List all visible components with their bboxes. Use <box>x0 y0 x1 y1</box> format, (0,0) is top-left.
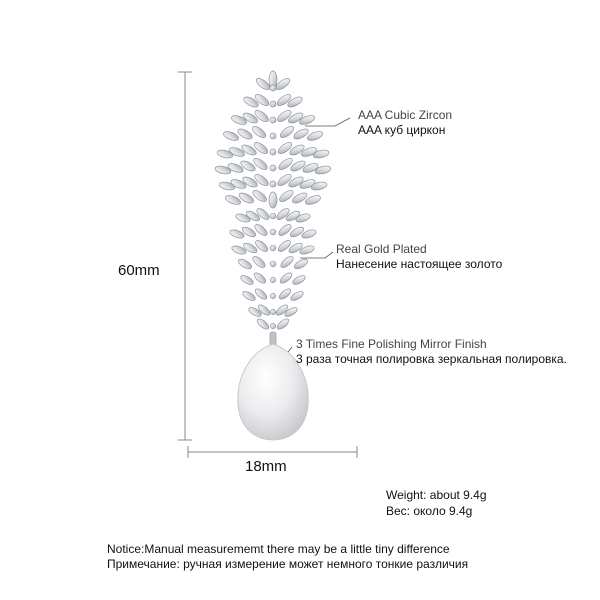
notice-ru: Примечание: ручная измерение может немного тонкие различия <box>107 557 469 571</box>
zircon-stone <box>250 124 267 139</box>
notice-en: Notice:Manual measurememt there may be a little tiny difference <box>107 542 450 556</box>
earring-body <box>214 71 331 331</box>
round-zircon-stone <box>270 101 276 107</box>
round-zircon-stone <box>270 117 276 123</box>
weight-en: Weight: about 9.4g <box>386 488 487 502</box>
round-zircon-stone <box>270 85 276 91</box>
height-label: 60mm <box>118 262 160 279</box>
callout-polish-ru: 3 раза точная полировка зеркальная полировка. <box>296 352 567 366</box>
zircon-stone <box>292 127 309 141</box>
zircon-stone <box>256 317 271 331</box>
callout-zircon-en: AAA Cubic Zircon <box>358 108 453 122</box>
round-zircon-stone <box>270 165 276 171</box>
zircon-stone <box>279 271 294 285</box>
zircon-stone <box>278 287 293 301</box>
zircon-stone <box>253 271 268 285</box>
zircon-stone <box>241 290 256 303</box>
round-zircon-stone <box>270 277 275 282</box>
height-dimension-line <box>178 72 192 440</box>
round-zircon-stone <box>270 309 275 314</box>
round-zircon-stone <box>270 213 276 219</box>
zircon-stone <box>279 255 295 270</box>
zircon-stone <box>289 290 304 303</box>
zircon-stone <box>306 130 324 142</box>
callout-gold-en: Real Gold Plated <box>336 242 427 256</box>
zircon-stone <box>236 127 253 141</box>
width-label: 18mm <box>245 458 287 475</box>
round-zircon-stone <box>270 133 276 139</box>
zircon-stone <box>254 287 269 301</box>
zircon-stone <box>278 124 295 139</box>
zircon-stone <box>222 130 240 142</box>
round-zircon-stone <box>270 323 275 328</box>
round-zircon-stone <box>270 245 276 251</box>
zircon-stone <box>239 274 254 287</box>
width-dimension-line <box>188 446 357 458</box>
callout-zircon-ru: AAA куб циркон <box>358 123 446 137</box>
round-zircon-stone <box>270 181 276 187</box>
round-zircon-stone <box>270 149 276 155</box>
zircon-stone <box>291 274 306 287</box>
zircon-stone <box>269 192 277 208</box>
weight-ru: Вес: около 9.4g <box>386 504 473 518</box>
round-zircon-stone <box>270 229 276 235</box>
zircon-stone <box>237 257 253 270</box>
round-zircon-stone <box>270 293 275 298</box>
callout-gold-ru: Нанесение настоящее золото <box>336 257 503 271</box>
zircon-stone <box>293 257 309 270</box>
round-zircon-stone <box>270 261 276 267</box>
callout-polish-en: 3 Times Fine Polishing Mirror Finish <box>296 337 487 351</box>
zircon-stone <box>251 255 267 270</box>
zircon-stone <box>276 317 291 331</box>
